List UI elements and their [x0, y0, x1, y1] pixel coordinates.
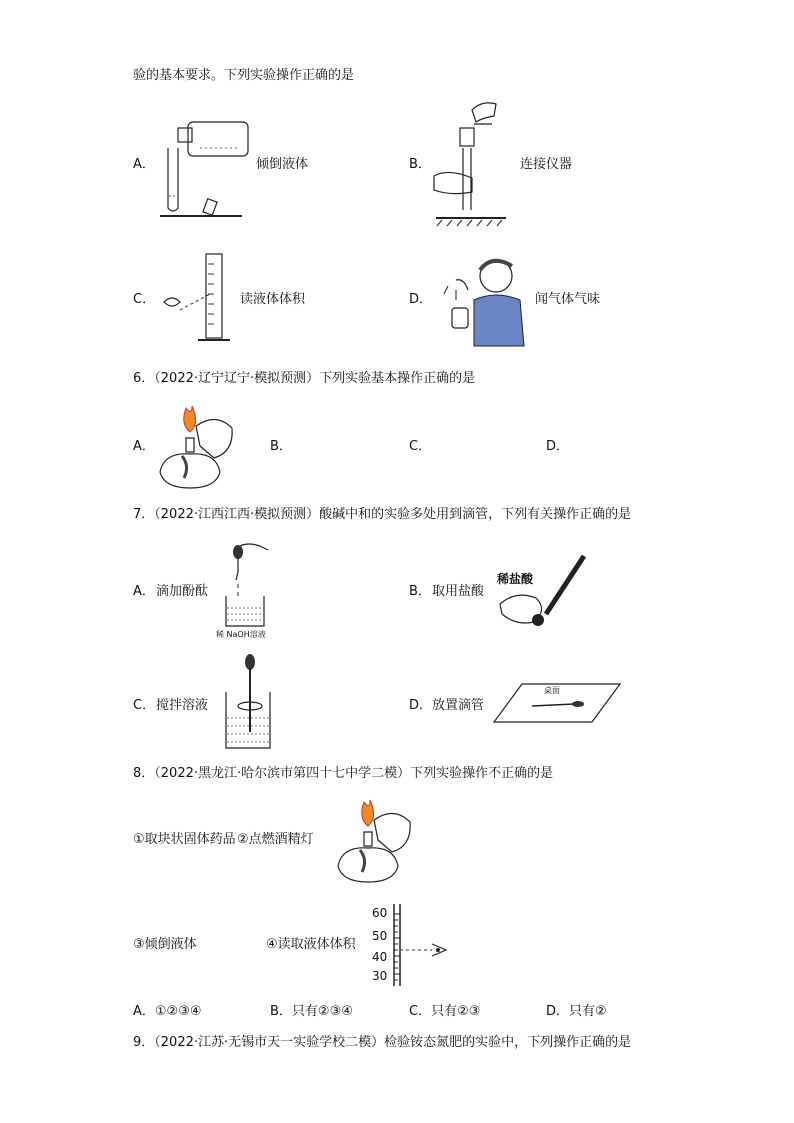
- q5-option-b-letter[interactable]: B．: [409, 157, 431, 172]
- scale-40: 40: [372, 950, 388, 964]
- q7-option-c-letter[interactable]: C．: [133, 698, 156, 713]
- q5-option-a-caption: 倾倒液体: [256, 157, 309, 172]
- q7-option-d-letter[interactable]: D．: [409, 698, 433, 713]
- read-volume-figure: [158, 250, 238, 344]
- q8-option-d[interactable]: [546, 1004, 607, 1020]
- q7-stem: 7．（2022·江西江西·模拟预测）酸碱中和的实验多处用到滴管，下列有关操作正确的是: [133, 507, 632, 522]
- hydrochloric-acid-label: 稀盐酸: [497, 572, 534, 586]
- pour-liquid-figure: [160, 118, 250, 223]
- q8-item-3: ③倾倒液体: [133, 937, 197, 952]
- alcohol-lamp-lighting-figure: [156, 402, 240, 490]
- q5-option-c-letter[interactable]: C．: [133, 292, 156, 307]
- scale-60: 60: [372, 906, 388, 920]
- q8-option-a[interactable]: [133, 1004, 202, 1020]
- q7-option-d-caption: 放置滴管: [432, 698, 485, 713]
- connect-apparatus-figure: [432, 98, 512, 226]
- scale-30: 30: [372, 969, 388, 983]
- q8-option-b-letter: B．: [270, 1004, 292, 1019]
- q8-stem: 8．（2022·黑龙江·哈尔滨市第四十七中学二模）下列实验操作不正确的是: [133, 766, 554, 781]
- q8-option-d-text: 只有②: [569, 1004, 607, 1019]
- q8-option-c-letter: C．: [409, 1004, 432, 1019]
- add-phenolphthalein-figure: [220, 540, 276, 630]
- q8-item-1: ①取块状固体药品: [133, 832, 236, 847]
- scale-50: 50: [372, 929, 388, 943]
- q6-option-c-letter[interactable]: C．: [409, 439, 432, 454]
- q8-option-c[interactable]: [409, 1004, 480, 1020]
- q9-stem: 9．（2022·江苏·无锡市天一实验学校二模）检验铵态氮肥的实验中，下列操作正确的是: [133, 1035, 632, 1050]
- q8-option-a-text: ①②③④: [154, 1004, 202, 1019]
- q5-option-b-caption: 连接仪器: [520, 157, 573, 172]
- q7-option-a-letter[interactable]: A．: [133, 584, 155, 599]
- stir-solution-figure: [220, 652, 276, 752]
- q8-option-b[interactable]: [270, 1004, 353, 1020]
- q7-option-c-caption: 搅拌溶液: [156, 698, 209, 713]
- light-alcohol-lamp-figure: [334, 796, 418, 884]
- q5-stem-tail: 验的基本要求。下列实验操作正确的是: [133, 68, 355, 83]
- q7-option-a-caption: 滴加酚酞: [156, 584, 209, 599]
- q6-stem: 6．（2022·辽宁辽宁·模拟预测）下列实验基本操作正确的是: [133, 371, 476, 386]
- q6-option-d-letter[interactable]: D．: [546, 439, 570, 454]
- q8-option-b-text: 只有②③④: [291, 1004, 353, 1019]
- q8-item-2: ②点燃酒精灯: [237, 832, 314, 847]
- q8-option-a-letter: A．: [133, 1004, 155, 1019]
- take-hydrochloric-acid-figure: [496, 554, 592, 630]
- q7-option-b-caption: 取用盐酸: [432, 584, 485, 599]
- q5-option-d-letter[interactable]: D．: [409, 292, 433, 307]
- table-surface-label: 桌面: [544, 686, 560, 695]
- q6-option-b-letter[interactable]: B．: [270, 439, 292, 454]
- q8-item-4: ④读取液体体积: [266, 937, 356, 952]
- smell-gas-figure: [434, 250, 528, 350]
- naoh-solution-label: 稀 NaOH溶液: [216, 630, 266, 639]
- q7-option-b-letter[interactable]: B．: [409, 584, 431, 599]
- q6-option-a-letter[interactable]: A．: [133, 439, 155, 454]
- q8-option-d-letter: D．: [546, 1004, 570, 1019]
- q5-option-d-caption: 闻气体气味: [535, 292, 601, 307]
- q5-option-a-letter[interactable]: A．: [133, 157, 155, 172]
- q8-option-c-text: 只有②③: [431, 1004, 481, 1019]
- q5-option-c-caption: 读液体体积: [240, 292, 306, 307]
